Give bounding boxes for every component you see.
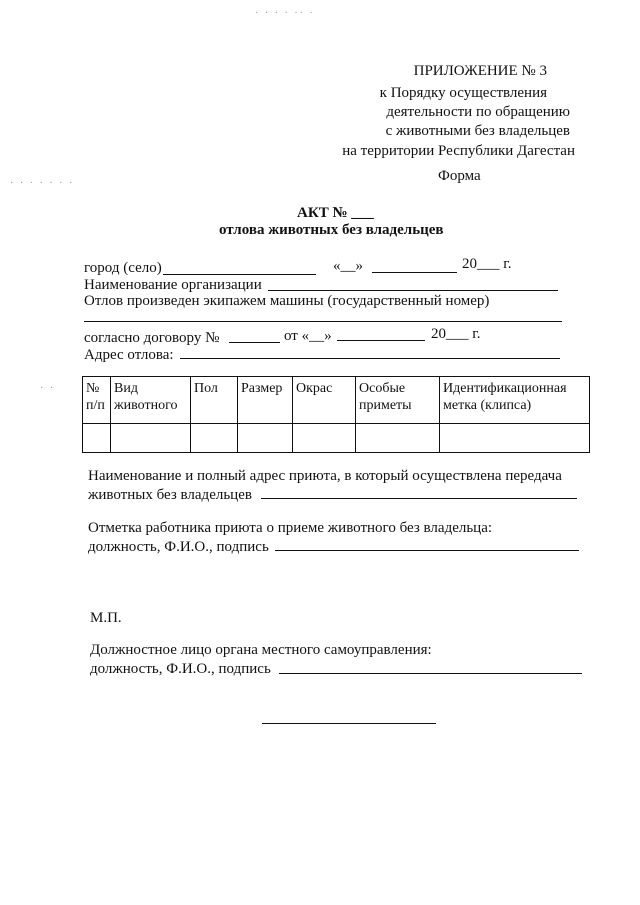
form-label: Форма [438,168,481,184]
year-label: 20___ г. [462,256,512,272]
stamp-label: М.П. [90,610,122,626]
col-header-sex: Пол [191,377,238,424]
shelter-input-line[interactable] [261,498,577,499]
contract-label: согласно договору № [84,330,220,346]
appendix-line-1: к Порядку осуществления [379,85,547,101]
col-header-size: Размер [238,377,293,424]
col-header-marks: Особые приметы [356,377,440,424]
scan-artifact: · · [40,383,56,394]
table-row [83,424,590,453]
table-cell[interactable] [191,424,238,453]
contract-month-input-line[interactable] [337,340,425,341]
shelter-worker-signature-line[interactable] [275,550,579,551]
col-header-number: № п/п [83,377,111,424]
scan-artifact: · · · · · · · [10,178,75,189]
capture-crew-label: Отлов произведен экипажем машины (государственный номер) [84,293,490,309]
act-subtitle: отлова животных без владельцев [219,222,444,238]
table-cell[interactable] [111,424,191,453]
official-line-2: должность, Ф.И.О., подпись [90,661,271,677]
act-title: АКТ № ___ [297,205,374,221]
organization-label: Наименование организации [84,277,262,293]
col-header-species: Вид животного [111,377,191,424]
contract-date-open: от «__» [284,328,332,344]
city-label: город (село) [84,260,162,276]
shelter-mark-line-2: должность, Ф.И.О., подпись [88,539,269,555]
animals-table [82,376,590,453]
appendix-line-4: на территории Республики Дагестан [342,143,575,159]
table-header-row [83,377,590,424]
shelter-line-1: Наименование и полный адрес приюта, в который осуществлена передача [88,468,562,484]
capture-address-label: Адрес отлова: [84,347,174,363]
official-signature-line[interactable] [279,673,582,674]
appendix-line-3: с животными без владельцев [385,123,570,139]
table-cell[interactable] [440,424,590,453]
date-open: «__» [333,258,363,274]
city-input-line[interactable] [163,274,316,275]
closing-separator [262,723,436,724]
table-cell[interactable] [293,424,356,453]
col-header-id-tag: Идентификационная метка (клипса) [440,377,590,424]
scan-artifact: · · · · ·· · [255,8,315,19]
table-cell[interactable] [238,424,293,453]
organization-input-line[interactable] [268,290,558,291]
month-input-line[interactable] [372,272,457,273]
table-cell[interactable] [83,424,111,453]
shelter-line-2: животных без владельцев [88,487,252,503]
vehicle-number-input-line[interactable] [84,321,562,322]
contract-year-label: 20___ г. [431,326,481,342]
shelter-mark-line-1: Отметка работника приюта о приеме животного без владельца: [88,520,493,536]
official-line-1: Должностное лицо органа местного самоуправления: [90,642,432,658]
col-header-color: Окрас [293,377,356,424]
appendix-number: ПРИЛОЖЕНИЕ № 3 [413,63,547,79]
contract-number-input-line[interactable] [229,342,280,343]
capture-address-input-line[interactable] [180,358,560,359]
table-cell[interactable] [356,424,440,453]
appendix-line-2: деятельности по обращению [386,104,570,120]
